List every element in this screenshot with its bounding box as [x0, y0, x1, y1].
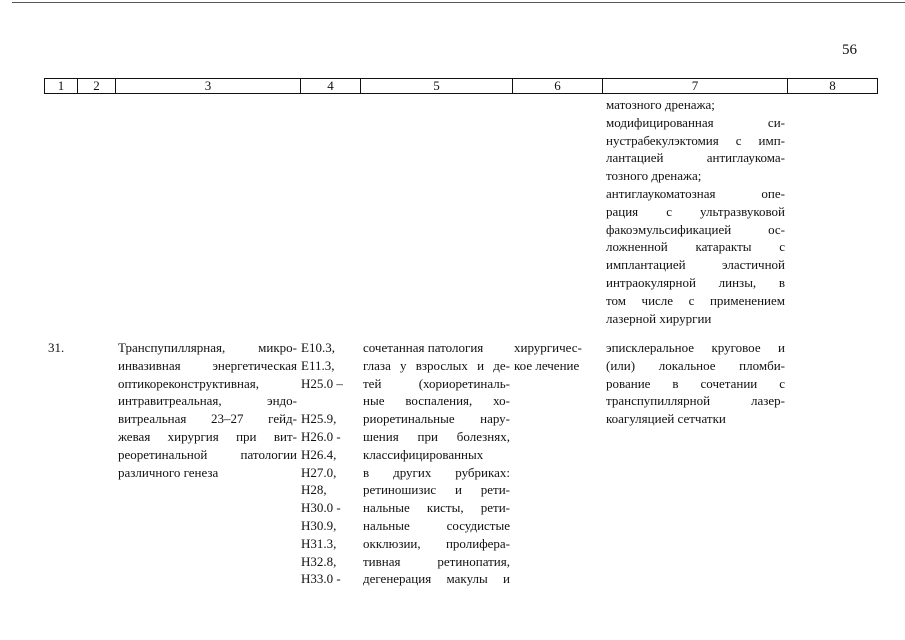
text-line: нальные сосудистые: [363, 517, 510, 533]
text-line: H27.0,: [301, 464, 337, 480]
text-line: ные воспаления, хо-: [363, 393, 510, 409]
text-line: модифицированная си-: [606, 114, 785, 130]
text-line: Транспупиллярная, микро-: [118, 340, 297, 355]
text-line: H25.9,: [301, 411, 337, 427]
text-line: реоретинальной патологии: [118, 446, 297, 462]
text-line: антиглаукоматозная опе-: [606, 185, 785, 201]
text-line: интравитреальная, эндо-: [118, 393, 297, 409]
text-line: ретиношизис и рети-: [363, 482, 510, 498]
text-line: H26.4,: [301, 446, 337, 462]
text-line: имплантацией эластичной: [606, 257, 785, 273]
text-line: транспупиллярной лазер-: [606, 393, 785, 409]
text-line: классифицированных: [363, 446, 484, 462]
continuation-col7-cell: [606, 96, 785, 327]
text-line: рование в сочетании с: [606, 375, 785, 391]
text-line: H33.0 -: [301, 571, 341, 587]
header-cell-7: 7: [603, 79, 788, 93]
text-line: инвазивная энергетическая: [118, 357, 297, 373]
text-line: E10.3,: [301, 340, 335, 355]
text-line: факоэмульсификацией ос-: [606, 221, 785, 237]
text-line: H32.8,: [301, 553, 337, 569]
text-line: хирургичес-: [514, 340, 582, 355]
text-line: (или) локальное пломби-: [606, 357, 785, 373]
header-cell-2: 2: [78, 79, 116, 93]
text-line: риоретинальные нару-: [363, 411, 510, 427]
text-line: коагуляцией сетчатки: [606, 411, 726, 427]
text-line: жевая хирургия при вит-: [118, 428, 297, 444]
text-line: дегенерация макулы и: [363, 571, 510, 587]
row31-treatment-type-cell: [514, 339, 598, 375]
header-cell-4: 4: [301, 79, 361, 93]
text-line: лантацией антиглаукома-: [606, 150, 785, 166]
text-line: различного генеза: [118, 464, 219, 480]
text-line: матозного дренажа;: [606, 97, 715, 112]
top-border-line: [12, 2, 905, 3]
row31-icd-codes-cell: [301, 339, 359, 588]
page-number: 56: [842, 42, 857, 58]
text-line: тей (хориоретиналь-: [363, 375, 510, 391]
text-line: витреальная 23–27 гейд-: [118, 411, 297, 427]
text-line: в других рубриках:: [363, 464, 510, 480]
text-line: тозного дренажа;: [606, 168, 702, 184]
text-line: тивная ретинопатия,: [363, 553, 510, 569]
text-line: интраокулярной линзы, в: [606, 274, 785, 290]
text-line: лазерной хирургии: [606, 310, 712, 326]
text-line: ложненной катаракты с: [606, 239, 785, 255]
text-line: нустрабекулэктомия с имп-: [606, 132, 785, 148]
row-number: 31.: [48, 340, 65, 355]
text-line: H30.9,: [301, 517, 337, 533]
text-line: глаза у взрослых и де-: [363, 357, 510, 373]
text-line: H25.0 –: [301, 375, 343, 391]
row31-method-cell: [118, 339, 297, 481]
text-line: [301, 392, 359, 410]
text-line: окклюзии, пролифера-: [363, 535, 510, 551]
text-line: эписклеральное круговое и: [606, 340, 785, 355]
header-cell-8: 8: [829, 78, 836, 93]
header-cell-5: 5: [361, 79, 513, 93]
text-line: H28,: [301, 482, 327, 498]
text-line: H26.0 -: [301, 428, 341, 444]
text-line: H30.0 -: [301, 500, 341, 516]
text-line: рация с ультразвуковой: [606, 203, 785, 219]
text-line: H31.3,: [301, 535, 337, 551]
header-cell-6: 6: [513, 79, 603, 93]
text-line: кое лечение: [514, 357, 580, 373]
row31-diagnosis-cell: [363, 339, 510, 588]
text-line: E11.3,: [301, 357, 335, 373]
row31-treatment-method-cell: [606, 339, 785, 428]
text-line: том числе с применением: [606, 292, 785, 308]
text-line: нальные кисты, рети-: [363, 500, 510, 516]
header-cell-3: 3: [116, 79, 301, 93]
table-header-row: [44, 78, 878, 94]
text-line: оптикореконструктивная,: [118, 375, 259, 391]
text-line: сочетанная патология: [363, 340, 484, 355]
header-cell-1: 1: [45, 79, 78, 93]
text-line: шения при болезнях,: [363, 428, 510, 444]
